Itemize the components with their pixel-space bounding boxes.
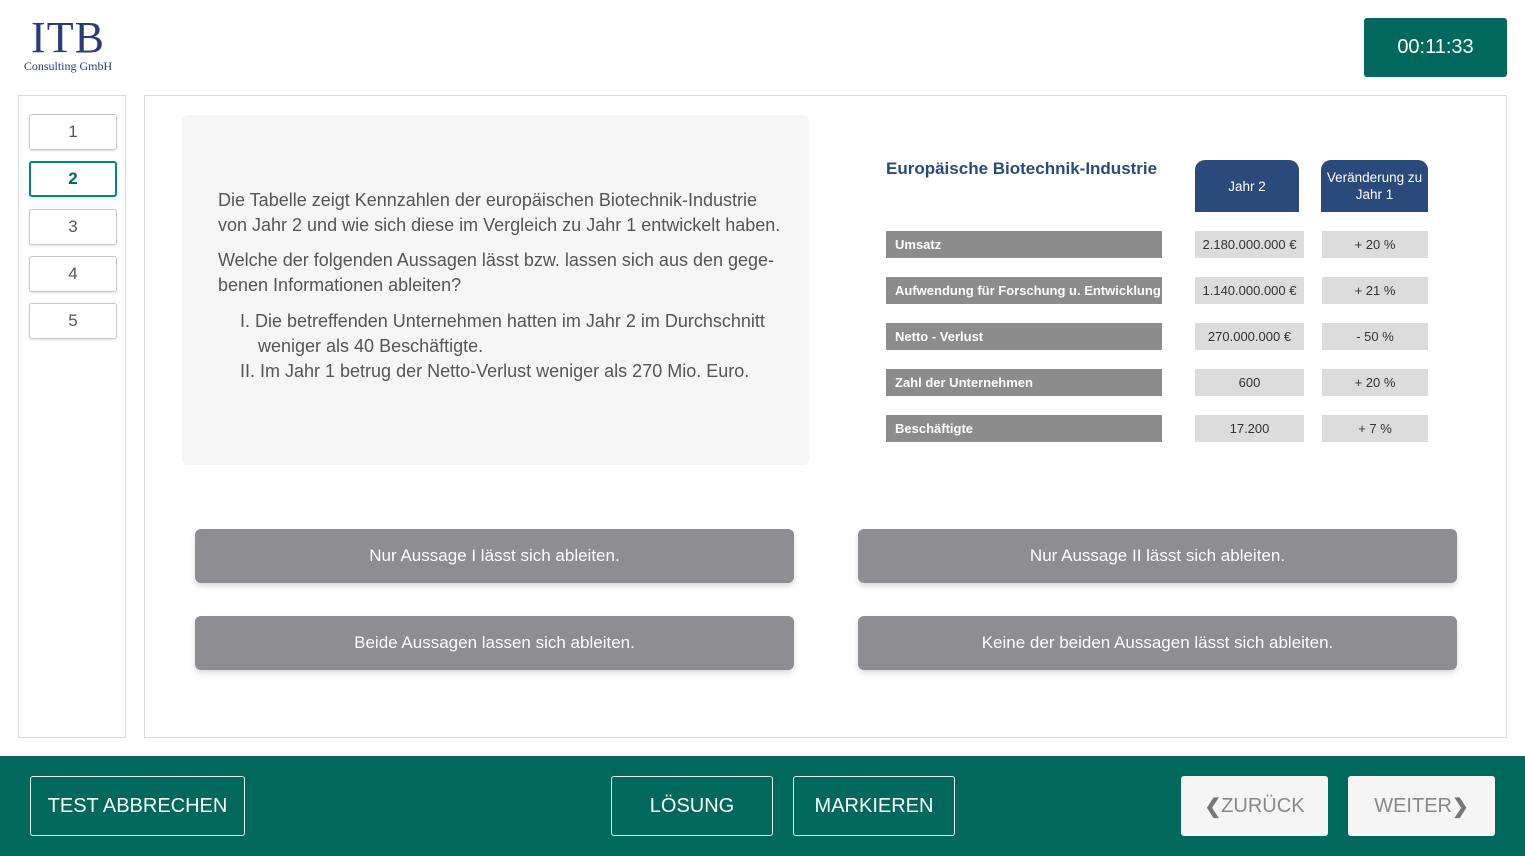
table-cell-value: 17.200 (1195, 415, 1304, 442)
table-cell-value: 2.180.000.000 € (1195, 231, 1304, 258)
next-button[interactable] (1348, 776, 1495, 836)
abort-test-button[interactable]: TEST ABBRECHEN (30, 776, 245, 836)
question-panel (144, 95, 1507, 738)
logo-sub-text: Consulting GmbH (23, 59, 113, 73)
question-box (182, 115, 809, 465)
table-row-label: Netto - Verlust (886, 323, 1162, 350)
table-cell-change: + 7 % (1322, 415, 1428, 442)
table-header-change: Veränderung zu Jahr 1 (1321, 160, 1428, 212)
back-button[interactable] (1181, 776, 1328, 836)
question-nav-1[interactable]: 1 (29, 114, 117, 150)
table-cell-change: + 20 % (1322, 369, 1428, 396)
table-cell-change: - 50 % (1322, 323, 1428, 350)
answer-option-a[interactable]: Nur Aussage I lässt sich ableiten. (195, 529, 794, 583)
company-logo (18, 13, 118, 73)
table-row-label: Aufwendung für Forschung u. Entwicklung (886, 277, 1162, 304)
table-cell-value: 1.140.000.000 € (1195, 277, 1304, 304)
answer-option-b[interactable]: Nur Aussage II lässt sich ableiten. (858, 529, 1457, 583)
table-row-label: Beschäftigte (886, 415, 1162, 442)
question-nav-5[interactable]: 5 (29, 303, 117, 339)
solution-button[interactable]: LÖSUNG (611, 776, 773, 836)
table-title: Europäische Biotechnik-Industrie (886, 159, 1158, 178)
question-nav-4[interactable]: 4 (29, 256, 117, 292)
next-button-label: WEITER (1374, 794, 1452, 817)
statement-2: II. Im Jahr 1 betrug der Netto-Verlust weniger als 270 Mio. Euro. (240, 361, 750, 381)
answer-option-d[interactable]: Keine der beiden Aussagen lässt sich ableiten. (858, 616, 1457, 670)
countdown-timer: 00:11:33 (1364, 18, 1507, 77)
table-header-year2: Jahr 2 (1195, 160, 1299, 212)
logo-main-text: ITB (31, 13, 105, 62)
question-nav-2[interactable]: 2 (29, 161, 117, 197)
question-navigation (18, 95, 126, 738)
table-cell-value: 270.000.000 € (1195, 323, 1304, 350)
question-prompt: Welche der folgenden Aussagen lässt bzw. lassen sich aus den gege-benen Informationen ableiten? (218, 250, 775, 295)
answer-option-c[interactable]: Beide Aussagen lassen sich ableiten. (195, 616, 794, 670)
table-row-label: Zahl der Unternehmen (886, 369, 1162, 396)
mark-button[interactable]: MARKIEREN (793, 776, 955, 836)
table-cell-value: 600 (1195, 369, 1304, 396)
table-cell-change: + 21 % (1322, 277, 1428, 304)
question-nav-3[interactable]: 3 (29, 209, 117, 245)
statement-1: I. Die betreffenden Unternehmen hatten im Jahr 2 im Durchschnitt weniger als 40 Beschäftigte. (240, 311, 765, 356)
chevron-right-icon: ❯ (1452, 795, 1469, 818)
table-row-label: Umsatz (886, 231, 1162, 258)
footer-bar (0, 756, 1525, 856)
back-button-label: ZURÜCK (1221, 794, 1305, 817)
table-cell-change: + 20 % (1322, 231, 1428, 258)
chevron-left-icon: ❮ (1204, 795, 1222, 818)
question-intro: Die Tabelle zeigt Kennzahlen der europäischen Biotechnik-Industrie von Jahr 2 und wie sich diese im Vergleich zu Jahr 1 entwickelt haben. (218, 190, 781, 235)
